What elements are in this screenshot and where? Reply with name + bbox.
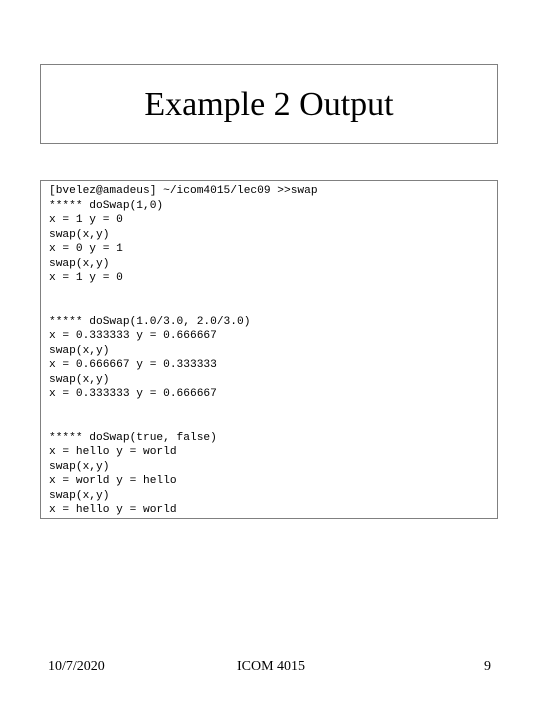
slide-title: Example 2 Output (144, 86, 394, 123)
output-line: ***** doSwap(1.0/3.0, 2.0/3.0) (49, 315, 251, 328)
output-line (49, 402, 497, 417)
footer-page-number: 9 (484, 659, 491, 674)
output-line: swap(x,y) (49, 228, 110, 241)
output-line (49, 416, 497, 431)
output-line: x = 0.666667 y = 0.333333 (49, 359, 217, 371)
slide-title-box (40, 64, 498, 144)
output-line: swap(x,y) (49, 257, 110, 270)
output-line: swap(x,y) (49, 373, 110, 386)
output-line: x = hello y = world (49, 446, 177, 458)
output-line: x = hello y = world (49, 504, 177, 516)
output-line: swap(x,y) (49, 344, 110, 357)
output-line: x = 1 y = 0 (49, 214, 123, 226)
footer-date: 10/7/2020 (48, 659, 105, 674)
output-line: ***** doSwap(1,0) (49, 199, 164, 212)
output-line: [bvelez@amadeus] ~/icom4015/lec09 >>swap (49, 185, 318, 197)
output-line: x = world y = hello (49, 475, 177, 487)
output-line: x = 0 y = 1 (49, 243, 123, 255)
output-line: ***** doSwap(true, false) (49, 431, 217, 444)
output-line: swap(x,y) (49, 489, 110, 502)
output-line: x = 1 y = 0 (49, 272, 123, 284)
output-line: x = 0.333333 y = 0.666667 (49, 330, 217, 342)
output-line: x = 0.333333 y = 0.666667 (49, 388, 217, 400)
output-line: swap(x,y) (49, 460, 110, 473)
output-line (49, 286, 497, 301)
footer-course-name: ICOM 4015 (237, 659, 306, 674)
terminal-output-box (40, 180, 498, 519)
output-line (49, 300, 497, 315)
